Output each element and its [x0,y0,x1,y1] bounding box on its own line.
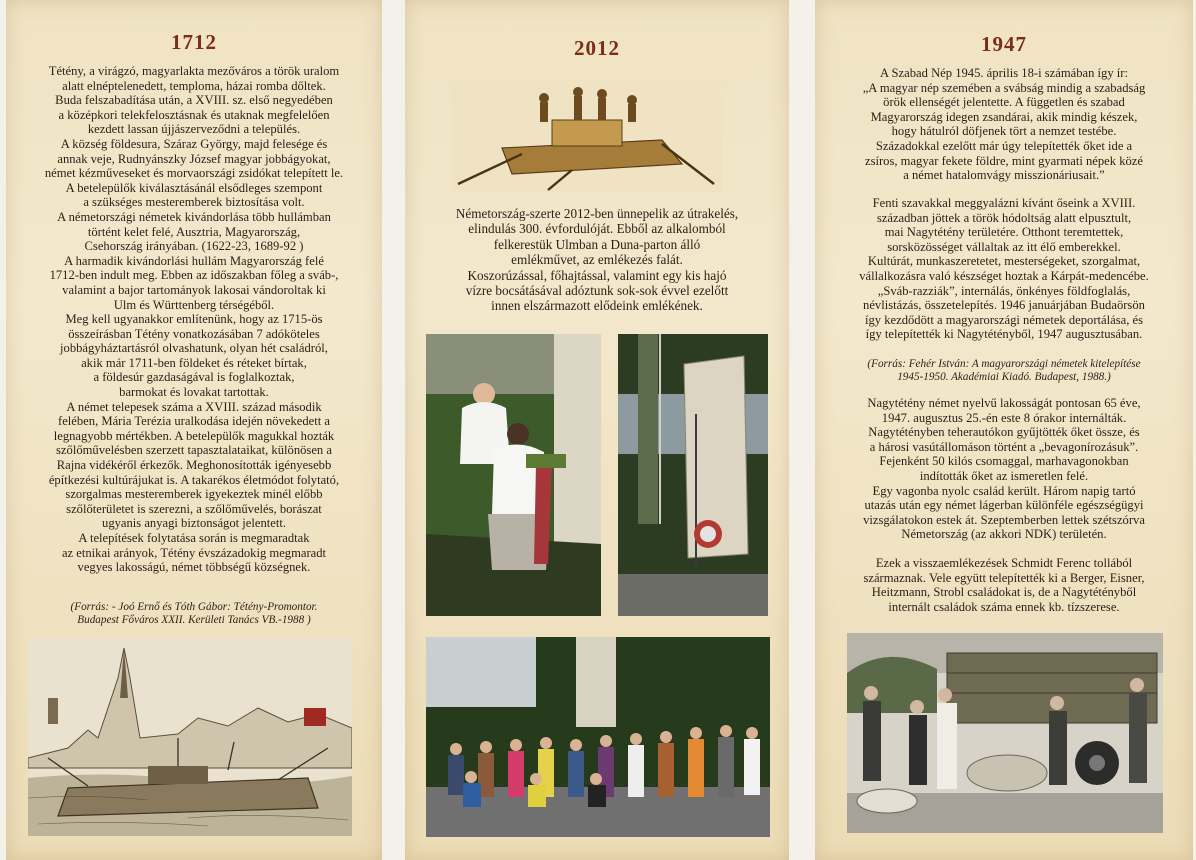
wreath-laying-photo [426,334,601,616]
panel-1712-source: (Forrás: - Joó Ernő és Tóth Gábor: Tétény-Promontor. Budapest Főváros XXII. Kerületi Tanács VB.-1988 ) [70,601,318,626]
panel-1947-source: (Forrás: Fehér István: A magyarországi németek kitelepítése 1945-1950. Akadémiai Kiadó. Budapest, 1988.) [867,358,1141,383]
panel-1712-text: Tétény, a virágzó, magyarlakta mezőváros a török uralom alatt elnéptelenedett, temploma, házai romba dőltek. Buda felszabadítása után, a XVIII. sz. első negyedében a középkori telekfelosztásnak és utaknak megfelelően kezdett lassan újjászerveződni a település. A község földesura, Száraz György, majd felesége és annak veje, Rudnyánszky József magyar jobbágyokat, német kézművеseket és morvaországi zsidókat telepített le. A betelepülők kiválasztásánál elsődleges szempont a szükséges mesteremberek biztosítása volt. A németországi németek kivándorlása több hullámban történt kelet felé, Ausztria, Magyarország, Csehország irányában. (1622-23, 1689-92 ) A harmadik kivándorlási hullám Magyarország felé 1712-ben indult meg. Ebben az időszakban főleg a sváb-, valamint a bajor tartományok lakosai vándoroltak ki Ulm és Württenberg térségéből. Meg kell ugyanakkor említenünk, hogy az 1715-ös összeírásban Tétény vonatkozásában 7 adóköteles jobbágyháztartásról olvashatunk, olyan hét családról, akik már 1711-ben földeket és réteket bírtak, a földesúr gazdaságával is foglalkoztak, barmokat és lovakat tartottak. A német telepesek száma a XVIII. század második felében, Mária Terézia uralkodása idején növekedett a legnagyobb mértékben. A betelepülők magukkal hozták szőlőművelésben szerzett tapasztalataikat, különösen a Rajna vidékéről érkezők. Meghonosították igényesebb építkezési kultúrájukat is. A takarékos életmódot folytató, szorgalmas mesteremberek igyekeztek minél előbb szőlőterületet is szerezni, a szőlőművelés, borászat ugyanis anyagi biztonságot jelentett. A telepítések folytatása során is megmaradtak az etnikai arányok, Tétény évszázadokig megmaradt vegyes lakosságú, német többségű községnek. [44,64,344,575]
group-photo [426,637,770,837]
ulmer-schachtel-sculpture-image [452,80,722,192]
panel-2012-year: 2012 [574,36,620,60]
memorial-pillar-photo [618,334,768,616]
deportation-truck-photo [847,633,1163,833]
panel-1947-year: 1947 [981,32,1027,56]
ulm-boat-engraving-image [28,638,352,836]
panel-1947-closing-text: Ezek a visszaemlékezések Schmidt Ferenc tollából származnak. Vele együtt telepítették ki a Berger, Eisner, Heitzmann, Strobl családokat is, de a Nagytétényből internált családok száma ennek kb. tízszerese. [863,556,1145,614]
panel-1947-text: Fenti szavakkal meggyalázni kívánt őseink a XVIII. században jöttek a török hódoltság alatt elpusztult, mai Nagytétény területére. Otthont teremtettek, sorsközösséget vállaltak az itt élő emberekkel. Kultúrát, munkaszeretetet, mesterségeket, szorgalmat, vállalkozásra való készséget hoztak a Kárpát-medencébe. „Sváb-razziák”, internálás, önkényes földfoglalás, névlistázás, összetelepítés. 1946 januárjában Budaörsön így kezdődött a magyarországi németek deportálása, és így telepítették ki Nagytétényből, 1947 augusztusában. [859,196,1149,342]
panel-2012-text: Németország-szerte 2012-ben ünnepelik az útrakelés, elindulás 300. évfordulóját. Ebből az alkalomból felkerestük Ulmban a Duna-parton álló emlékművet, az emlékezés falát. Koszorúzással, főhajtással, valamint egy kis hajó vízre bocsátásával adóztunk sok-sok évvel ezelőtt innen elszármazott elődeink emlékének. [455,206,739,314]
panel-1947-deportation-text: Nagytétény német nyelvű lakosságát pontosan 65 éve, 1947. augusztus 25.-én este 8 órakor internálták. Nagytétényben teherautókon gyűjtötték őket össze, és a hárosi vasútállomáson történt a „bevagonírozásuk”. Fejenként 50 kilós csomaggal, marhavagonokban indították őket az ismeretlen felé. Egy vagonba nyolc család került. Három napig tartó utazás után egy német lágerban különféle egészségügyi vizsgálatokon estek át. Szeptemberben lettek szétszórva Németország (az akkori NDK) területén. [863,396,1145,542]
panel-1947-quote: A Szabad Nép 1945. április 18-i számában így ír: „A magyar nép szemében a svábság mindig a szabadság örök ellenségét jelentette. A független és szabad Magyarország idegen zsandárai, akik mindig készek, hogy hátulról döfjenek tört a nemzet testébe. Századokkal ezelőtt már úgy telepítették őket ide a zsíros, magyar fekete földre, mint gyarmati népek közé a német hatalomvágy misszionáriusait.” [862,66,1146,183]
panel-1712-year: 1712 [171,30,217,54]
